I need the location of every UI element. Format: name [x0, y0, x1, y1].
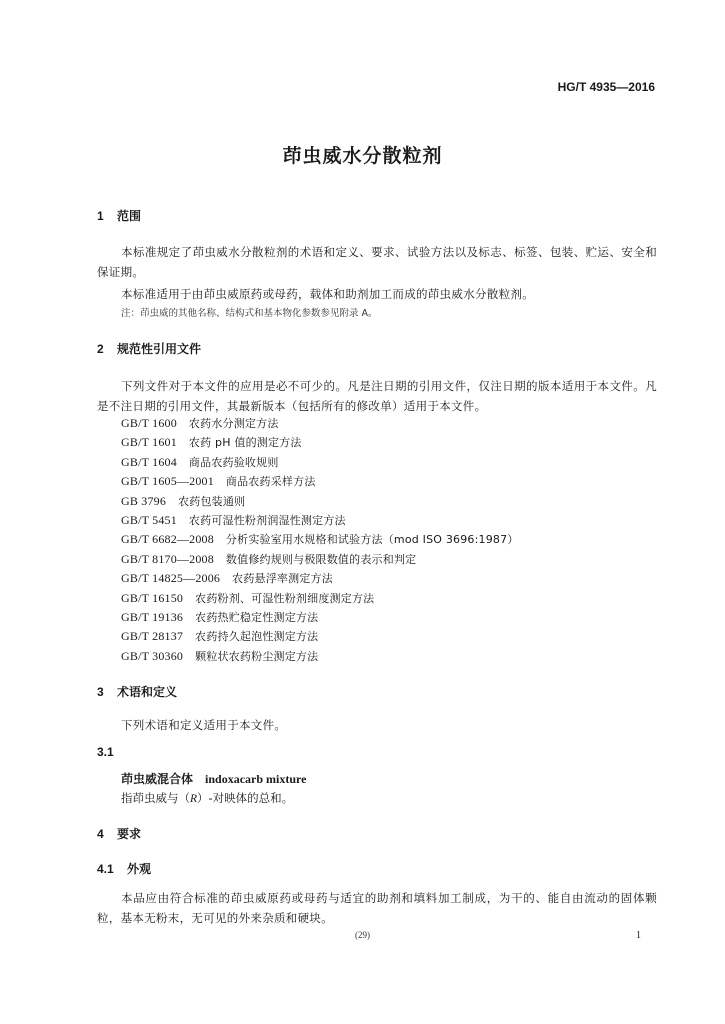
term-entry [121, 770, 306, 787]
reference-title: 颗粒状农药粉尘测定方法 [195, 649, 319, 663]
section-number: 1 [97, 209, 104, 223]
normative-references-list [121, 414, 519, 666]
reference-code: GB/T 28137 [121, 629, 184, 644]
reference-item [121, 511, 519, 530]
section-4-paragraph-1: 本品应由符合标准的茚虫威原药或母药与适宜的助剂和填料加工制成，为干的、能自由流动的固体颗粒，基本无粉末，无可见的外来杂质和硬块。 [97, 891, 657, 925]
section-number: 3 [97, 685, 104, 699]
reference-title: 分析实验室用水规格和试验方法（mod ISO 3696:1987） [225, 533, 519, 547]
section-3-heading [97, 683, 177, 700]
reference-item [121, 647, 519, 666]
reference-code: GB/T 5451 [121, 513, 177, 528]
reference-title: 农药持久起泡性测定方法 [195, 630, 319, 644]
subsection-3-1-number: 3.1 [97, 745, 114, 759]
reference-title: 农药粉剂、可湿性粉剂细度测定方法 [195, 591, 375, 605]
page-number: 1 [636, 930, 641, 941]
standard-number: HG/T 4935—2016 [557, 80, 655, 94]
reference-code: GB/T 1604 [121, 454, 177, 469]
section-2-paragraph-1: 下列文件对于本文件的应用是必不可少的。凡是注日期的引用文件，仅注日期的版本适用于本文件。凡是不注日期的引用文件，其最新版本（包括所有的修改单）适用于本文件。 [97, 379, 657, 413]
reference-code: GB/T 1605—2001 [121, 474, 214, 489]
section-1-paragraph-2: 本标准适用于由茚虫威原药或母药，载体和助剂加工而成的茚虫威水分散粒剂。 [121, 287, 534, 301]
reference-item [121, 627, 519, 646]
reference-item [121, 530, 519, 549]
section-number: 4 [97, 827, 104, 841]
reference-title: 商品农药验收规则 [188, 455, 279, 469]
reference-item [121, 414, 519, 433]
section-3-paragraph-1: 下列术语和定义适用于本文件。 [121, 718, 287, 732]
reference-title: 农药 pH 值的测定方法 [188, 436, 302, 450]
section-2-heading [97, 340, 201, 357]
reference-title: 商品农药采样方法 [225, 475, 316, 489]
reference-item [121, 608, 519, 627]
reference-title: 农药包装通则 [178, 494, 246, 508]
reference-code: GB/T 16150 [121, 590, 184, 605]
reference-item [121, 453, 519, 472]
reference-item [121, 433, 519, 452]
page-number-sequence: (29) [355, 930, 370, 940]
reference-code: GB/T 1601 [121, 435, 177, 450]
reference-title: 农药可湿性粉剂润湿性测定方法 [188, 514, 346, 528]
reference-code: GB/T 19136 [121, 610, 184, 625]
section-title: 范围 [117, 209, 142, 223]
reference-code: GB/T 8170—2008 [121, 551, 214, 566]
reference-title: 农药热贮稳定性测定方法 [195, 611, 319, 625]
section-4-heading [97, 825, 141, 842]
reference-title: 农药水分测定方法 [188, 417, 279, 430]
page-title: 茚虫威水分散粒剂 [282, 145, 443, 167]
reference-item [121, 589, 519, 608]
section-1-paragraph-1: 本标准规定了茚虫威水分散粒剂的术语和定义、要求、试验方法以及标志、标签、包装、贮运、安全和保证期。 [97, 245, 657, 279]
term-english: indoxacarb mixture [205, 772, 307, 786]
term-chinese: 茚虫威混合体 [121, 772, 194, 786]
reference-code: GB/T 1600 [121, 416, 177, 430]
reference-item [121, 569, 519, 588]
reference-code: GB/T 14825—2006 [121, 571, 221, 586]
reference-title: 农药悬浮率测定方法 [232, 572, 333, 586]
subsection-4-1-heading: 4.1 外观 [97, 862, 152, 876]
reference-code: GB/T 30360 [121, 648, 184, 663]
term-definition: 指茚虫威与（R）-对映体的总和。 [121, 791, 294, 805]
section-1-note: 注：茚虫威的其他名称、结构式和基本物化参数参见附录 A。 [121, 308, 378, 319]
reference-title: 数值修约规则与极限数值的表示和判定 [225, 552, 417, 566]
section-title: 要求 [117, 827, 142, 841]
section-title: 规范性引用文件 [117, 342, 202, 356]
reference-item [121, 492, 519, 511]
section-number: 2 [97, 342, 104, 356]
reference-code: GB/T 6682—2008 [121, 532, 214, 547]
reference-item [121, 550, 519, 569]
reference-code: GB 3796 [121, 493, 167, 508]
section-title: 术语和定义 [117, 685, 178, 699]
reference-item [121, 472, 519, 491]
section-1-heading [97, 207, 141, 224]
